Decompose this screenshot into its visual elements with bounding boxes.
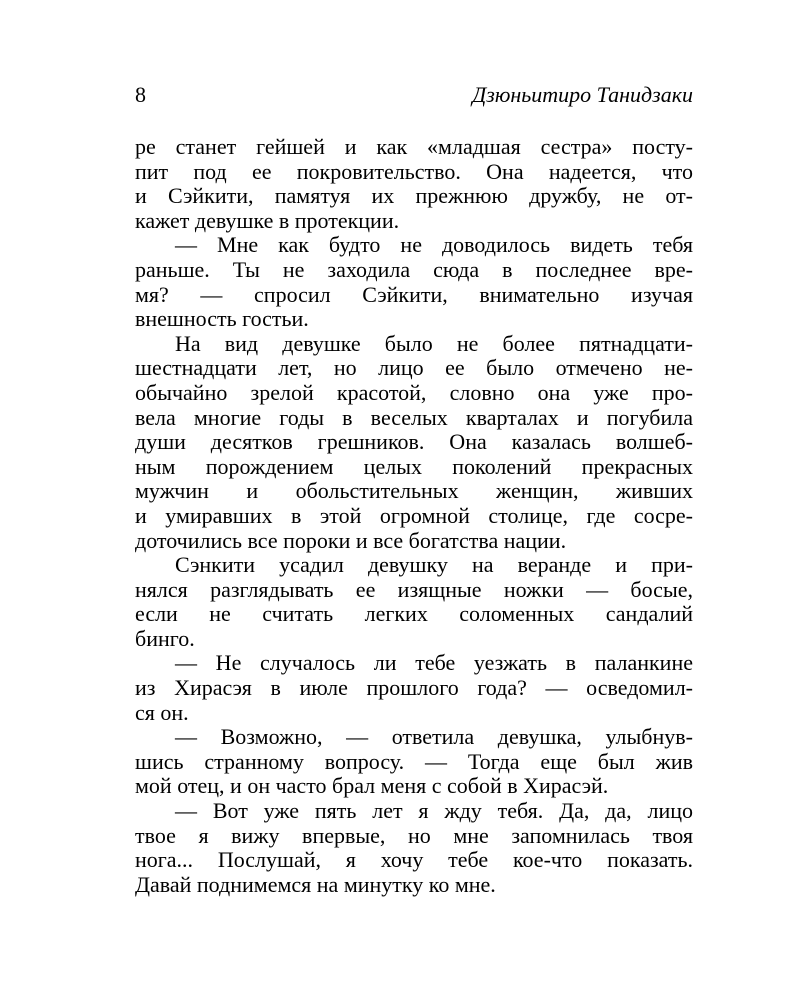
text-line: Давай поднимемся на минутку ко мне. <box>135 871 496 897</box>
paragraph <box>135 725 693 799</box>
running-title: Дзюньитиро Танидзаки <box>472 82 693 107</box>
page-number: 8 <box>135 82 146 107</box>
text-line: шестнадцати лет, но лицо ее было отмечено не- <box>135 355 693 381</box>
text-line: нялся разглядывать ее изящные ножки — босые, <box>135 576 693 602</box>
text-line: ре станет гейшей и как «младшая сестра» посту- <box>135 134 693 159</box>
text-line: мужчин и обольстительных женщин, живших <box>135 478 693 504</box>
text-line: шись странному вопросу. — Тогда еще был жив <box>135 748 693 774</box>
text-line: раньше. Ты не заходила сюда в последнее вре- <box>135 256 693 282</box>
paragraph <box>135 553 693 651</box>
text-line: — Вот уже пять лет я жду тебя. Да, да, лицо <box>175 798 693 824</box>
text-line: ся он. <box>135 699 189 725</box>
text-line: мя? — спросил Сэйкити, внимательно изучая <box>135 281 693 307</box>
text-line: из Хирасэя в июле прошлого года? — осведомил- <box>135 675 693 701</box>
text-line: твое я вижу впервые, но мне запомнилась твоя <box>135 822 693 848</box>
text-line: души десятков грешников. Она казалась волшеб- <box>135 429 693 455</box>
text-line: — Мне как будто не доводилось видеть тебя <box>175 232 693 258</box>
text-line: и умиравших в этой огромной столице, где сосре- <box>135 502 693 528</box>
text-line: доточились все пороки и все богатства нации. <box>135 527 567 553</box>
text-line: кажет девушке в протекции. <box>135 207 400 233</box>
paragraph <box>135 651 693 725</box>
text-line: На вид девушке было не более пятнадцати- <box>175 330 693 356</box>
paragraph <box>135 135 693 233</box>
body-text <box>135 135 693 897</box>
text-line: мой отец, и он часто брал меня с собой в Хирасэй. <box>135 773 609 799</box>
text-line: нога... Послушай, я хочу тебе кое-что показать. <box>135 847 693 873</box>
text-line: — Возможно, — ответила девушка, улыбнув- <box>175 724 693 750</box>
text-line: ным порождением целых поколений прекрасных <box>135 453 693 479</box>
paragraph <box>135 332 693 553</box>
paragraph <box>135 233 693 331</box>
text-line: обычайно зрелой красотой, словно она уже про- <box>135 379 693 405</box>
text-line: бинго. <box>135 625 195 651</box>
text-line: Сэнкити усадил девушку на веранде и при- <box>175 552 693 578</box>
text-line: пит под ее покровительство. Она надеется, что <box>135 158 693 184</box>
running-head <box>135 80 693 110</box>
paragraph <box>135 799 693 897</box>
text-line: вела многие годы в веселых кварталах и погубила <box>135 404 693 430</box>
text-line: если не считать легких соломенных сандалий <box>135 601 693 627</box>
text-line: — Не случалось ли тебе уезжать в паланкине <box>175 650 693 676</box>
text-line: внешность гостьи. <box>135 306 309 332</box>
text-line: и Сэйкити, памятуя их прежнюю дружбу, не от- <box>135 183 693 209</box>
